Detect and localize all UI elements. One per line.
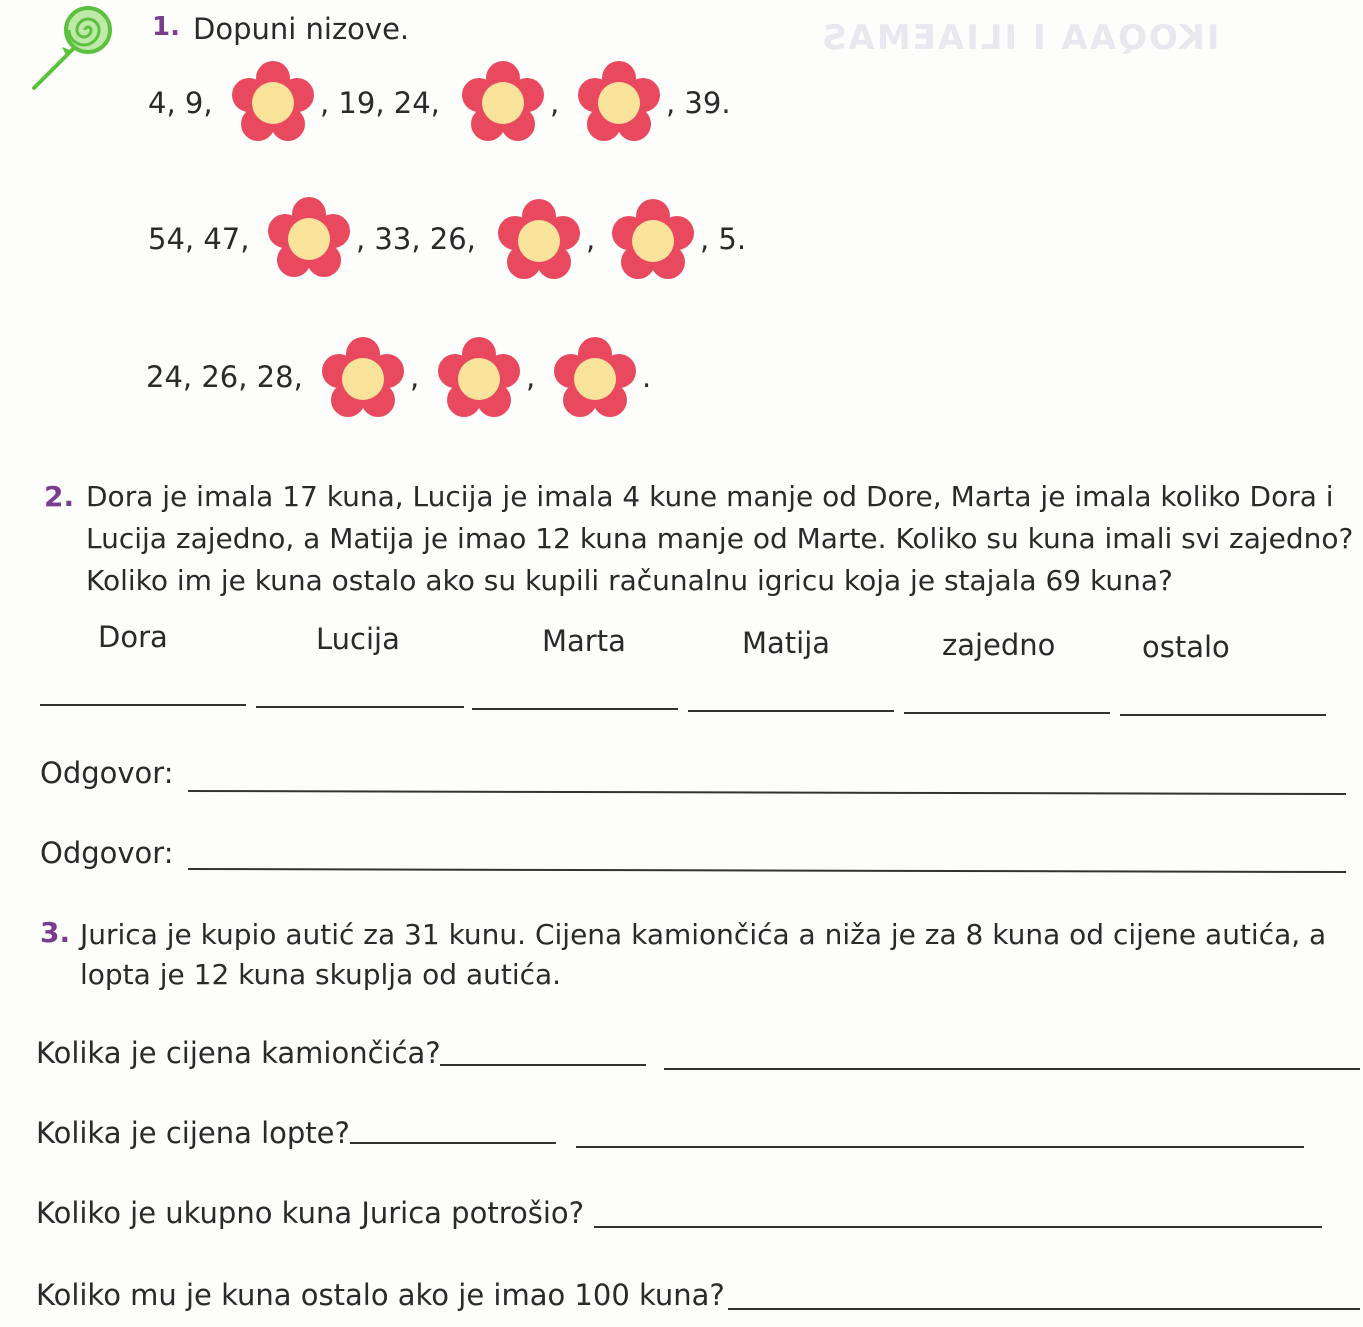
lollipop-icon <box>26 2 118 94</box>
answer-line-marta[interactable] <box>472 708 678 710</box>
column-ostalo: ostalo <box>1142 630 1230 664</box>
column-zajedno: zajedno <box>942 628 1056 662</box>
seq2-end: , 5. <box>700 222 747 256</box>
task2-line-1: Dora je imala 17 kuna, Lucija je imala 4 kune manje od Dore, Marta je imala koliko Dora i <box>86 480 1334 513</box>
column-lucija: Lucija <box>316 622 400 656</box>
blank-flower-icon[interactable] <box>494 196 584 286</box>
blank-flower-icon[interactable] <box>574 58 664 148</box>
task2-line-2: Lucija zajedno, a Matija je imao 12 kuna manje od Marte. Koliko su kuna imali svi zajedno? <box>86 522 1354 555</box>
seq3-sep1: , <box>410 360 420 394</box>
seq1-sep: , <box>550 86 560 120</box>
answer-line-1[interactable] <box>188 790 1346 795</box>
answer-line-2[interactable] <box>188 868 1346 873</box>
blank-flower-icon[interactable] <box>608 196 698 286</box>
answer-line-lopta-long[interactable] <box>576 1146 1304 1148</box>
answer-line-lucija[interactable] <box>256 706 464 708</box>
question-lopta: Kolika je cijena lopte? <box>36 1116 350 1150</box>
answer-line-kamioncic-long[interactable] <box>664 1068 1360 1070</box>
seq3-end: . <box>642 360 652 394</box>
blank-flower-icon[interactable] <box>434 334 524 424</box>
answer-line-ostalo[interactable] <box>728 1308 1360 1310</box>
task1-number: 1. <box>152 12 180 42</box>
task3-line-2: lopta je 12 kuna skuplja od autića. <box>80 958 562 991</box>
question-ukupno: Koliko je ukupno kuna Jurica potrošio? <box>36 1196 585 1230</box>
seq2-start: 54, 47, <box>148 222 250 256</box>
answer-line-kamioncic-short[interactable] <box>440 1064 646 1066</box>
column-marta: Marta <box>542 624 626 658</box>
seq2-mid: , 33, 26, <box>356 222 476 256</box>
question-kamioncic: Kolika je cijena kamiončića? <box>36 1036 441 1070</box>
task2-line-3: Koliko im je kuna ostalo ako su kupili računalnu igricu koja je stajala 69 kuna? <box>86 564 1173 597</box>
answer-label-2: Odgovor: <box>40 836 174 870</box>
answer-line-matija[interactable] <box>688 710 894 712</box>
seq2-sep: , <box>586 222 596 256</box>
blank-flower-icon[interactable] <box>228 58 318 148</box>
blank-flower-icon[interactable] <box>264 194 354 284</box>
column-matija: Matija <box>742 626 831 660</box>
seq1-end: , 39. <box>666 86 731 120</box>
answer-line-lopta-short[interactable] <box>350 1142 556 1144</box>
answer-line-ukupno[interactable] <box>594 1226 1322 1228</box>
column-dora: Dora <box>98 620 168 654</box>
task2-number: 2. <box>44 480 75 513</box>
answer-line-ostalo[interactable] <box>1120 714 1326 716</box>
answer-label-1: Odgovor: <box>40 756 174 790</box>
blank-flower-icon[interactable] <box>318 334 408 424</box>
bleed-through-text: IKOQAA I ILIAEMAS <box>820 18 1220 58</box>
blank-flower-icon[interactable] <box>550 334 640 424</box>
answer-line-dora[interactable] <box>40 704 246 706</box>
task3-number: 3. <box>40 916 71 949</box>
answer-line-zajedno[interactable] <box>904 712 1110 714</box>
seq1-mid: , 19, 24, <box>320 86 440 120</box>
seq1-start: 4, 9, <box>148 86 213 120</box>
task1-title: Dopuni nizove. <box>193 12 410 46</box>
blank-flower-icon[interactable] <box>458 58 548 148</box>
question-ostalo: Koliko mu je kuna ostalo ako je imao 100 kuna? <box>36 1278 725 1312</box>
seq3-start: 24, 26, 28, <box>146 360 303 394</box>
seq3-sep2: , <box>526 360 536 394</box>
task3-line-1: Jurica je kupio autić za 31 kunu. Cijena kamiončića a niža je za 8 kuna od cijene autića, a <box>80 918 1327 951</box>
